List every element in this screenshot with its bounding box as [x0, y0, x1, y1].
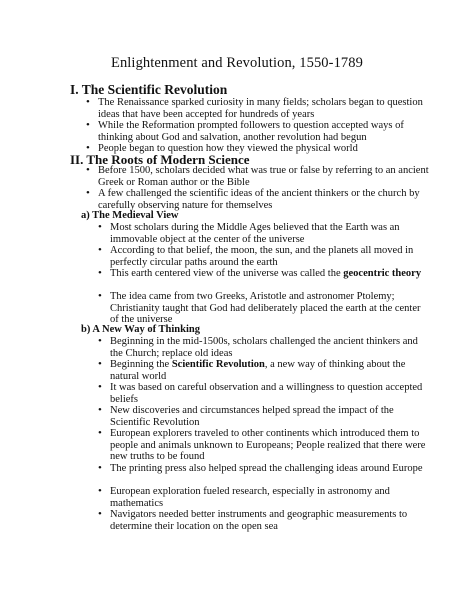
list-item: • Navigators needed better instruments and geographic measurements to determine their location on the open sea	[110, 509, 430, 532]
section-heading-roots-of-modern-science: II. The Roots of Modern Science	[70, 152, 250, 167]
item-text: Beginning the	[110, 359, 172, 370]
section-heading-scientific-revolution: I. The Scientific Revolution	[70, 82, 228, 97]
list-item: • Most scholars during the Middle Ages believed that the Earth was an immovable object at the center of the universe	[110, 222, 430, 245]
item-text: This earth centered view of the universe was called the	[110, 268, 344, 279]
list-item: • New discoveries and circumstances helped spread the impact of the Scientific Revolution	[110, 405, 430, 428]
item-bold-term: geocentric theory	[343, 268, 422, 279]
list-item: • The Renaissance sparked curiosity in many fields; scholars began to question ideas that have been accepted for hundreds of years	[98, 97, 433, 120]
list-item	[110, 359, 430, 382]
list-item: • European exploration fueled research, especially in astronomy and mathematics	[110, 486, 430, 509]
subsection-heading-medieval-view: a) The Medieval View	[81, 210, 179, 221]
item-text: , a new way of thinking about the natural world	[110, 359, 406, 382]
list-item: • According to that belief, the moon, the sun, and the planets all moved in perfectly circular paths around the earth	[110, 245, 430, 268]
list-item: • The printing press also helped spread the challenging ideas around Europe	[110, 463, 430, 475]
list-item: • A few challenged the scientific ideas of the ancient thinkers or the church by carefully observing nature for themselves	[98, 188, 433, 211]
list-item	[110, 268, 430, 280]
subsection-heading-new-way-of-thinking: b) A New Way of Thinking	[81, 324, 200, 335]
list-item: • Before 1500, scholars decided what was true or false by referring to an ancient Greek or Roman author or the Bible	[98, 165, 433, 188]
page-title: Enlightenment and Revolution, 1550-1789	[111, 55, 363, 71]
list-item: • European explorers traveled to other continents which introduced them to people and animals unknown to Europeans; People realized that there were new truths to be found	[110, 428, 430, 463]
item-bold-term: Scientific Revolution	[171, 359, 265, 370]
list-item: • While the Reformation prompted followers to question accepted ways of thinking about God and salvation, another revolution had begun	[98, 120, 433, 143]
list-item: • The idea came from two Greeks, Aristotle and astronomer Ptolemy; Christianity taught that God had deliberately placed the earth at the center of the universe	[110, 291, 430, 326]
list-item: • People began to question how they viewed the physical world	[98, 143, 433, 155]
list-item: • Beginning in the mid-1500s, scholars challenged the ancient thinkers and the Church; replace old ideas	[110, 336, 430, 359]
list-item: • It was based on careful observation and a willingness to question accepted beliefs	[110, 382, 430, 405]
